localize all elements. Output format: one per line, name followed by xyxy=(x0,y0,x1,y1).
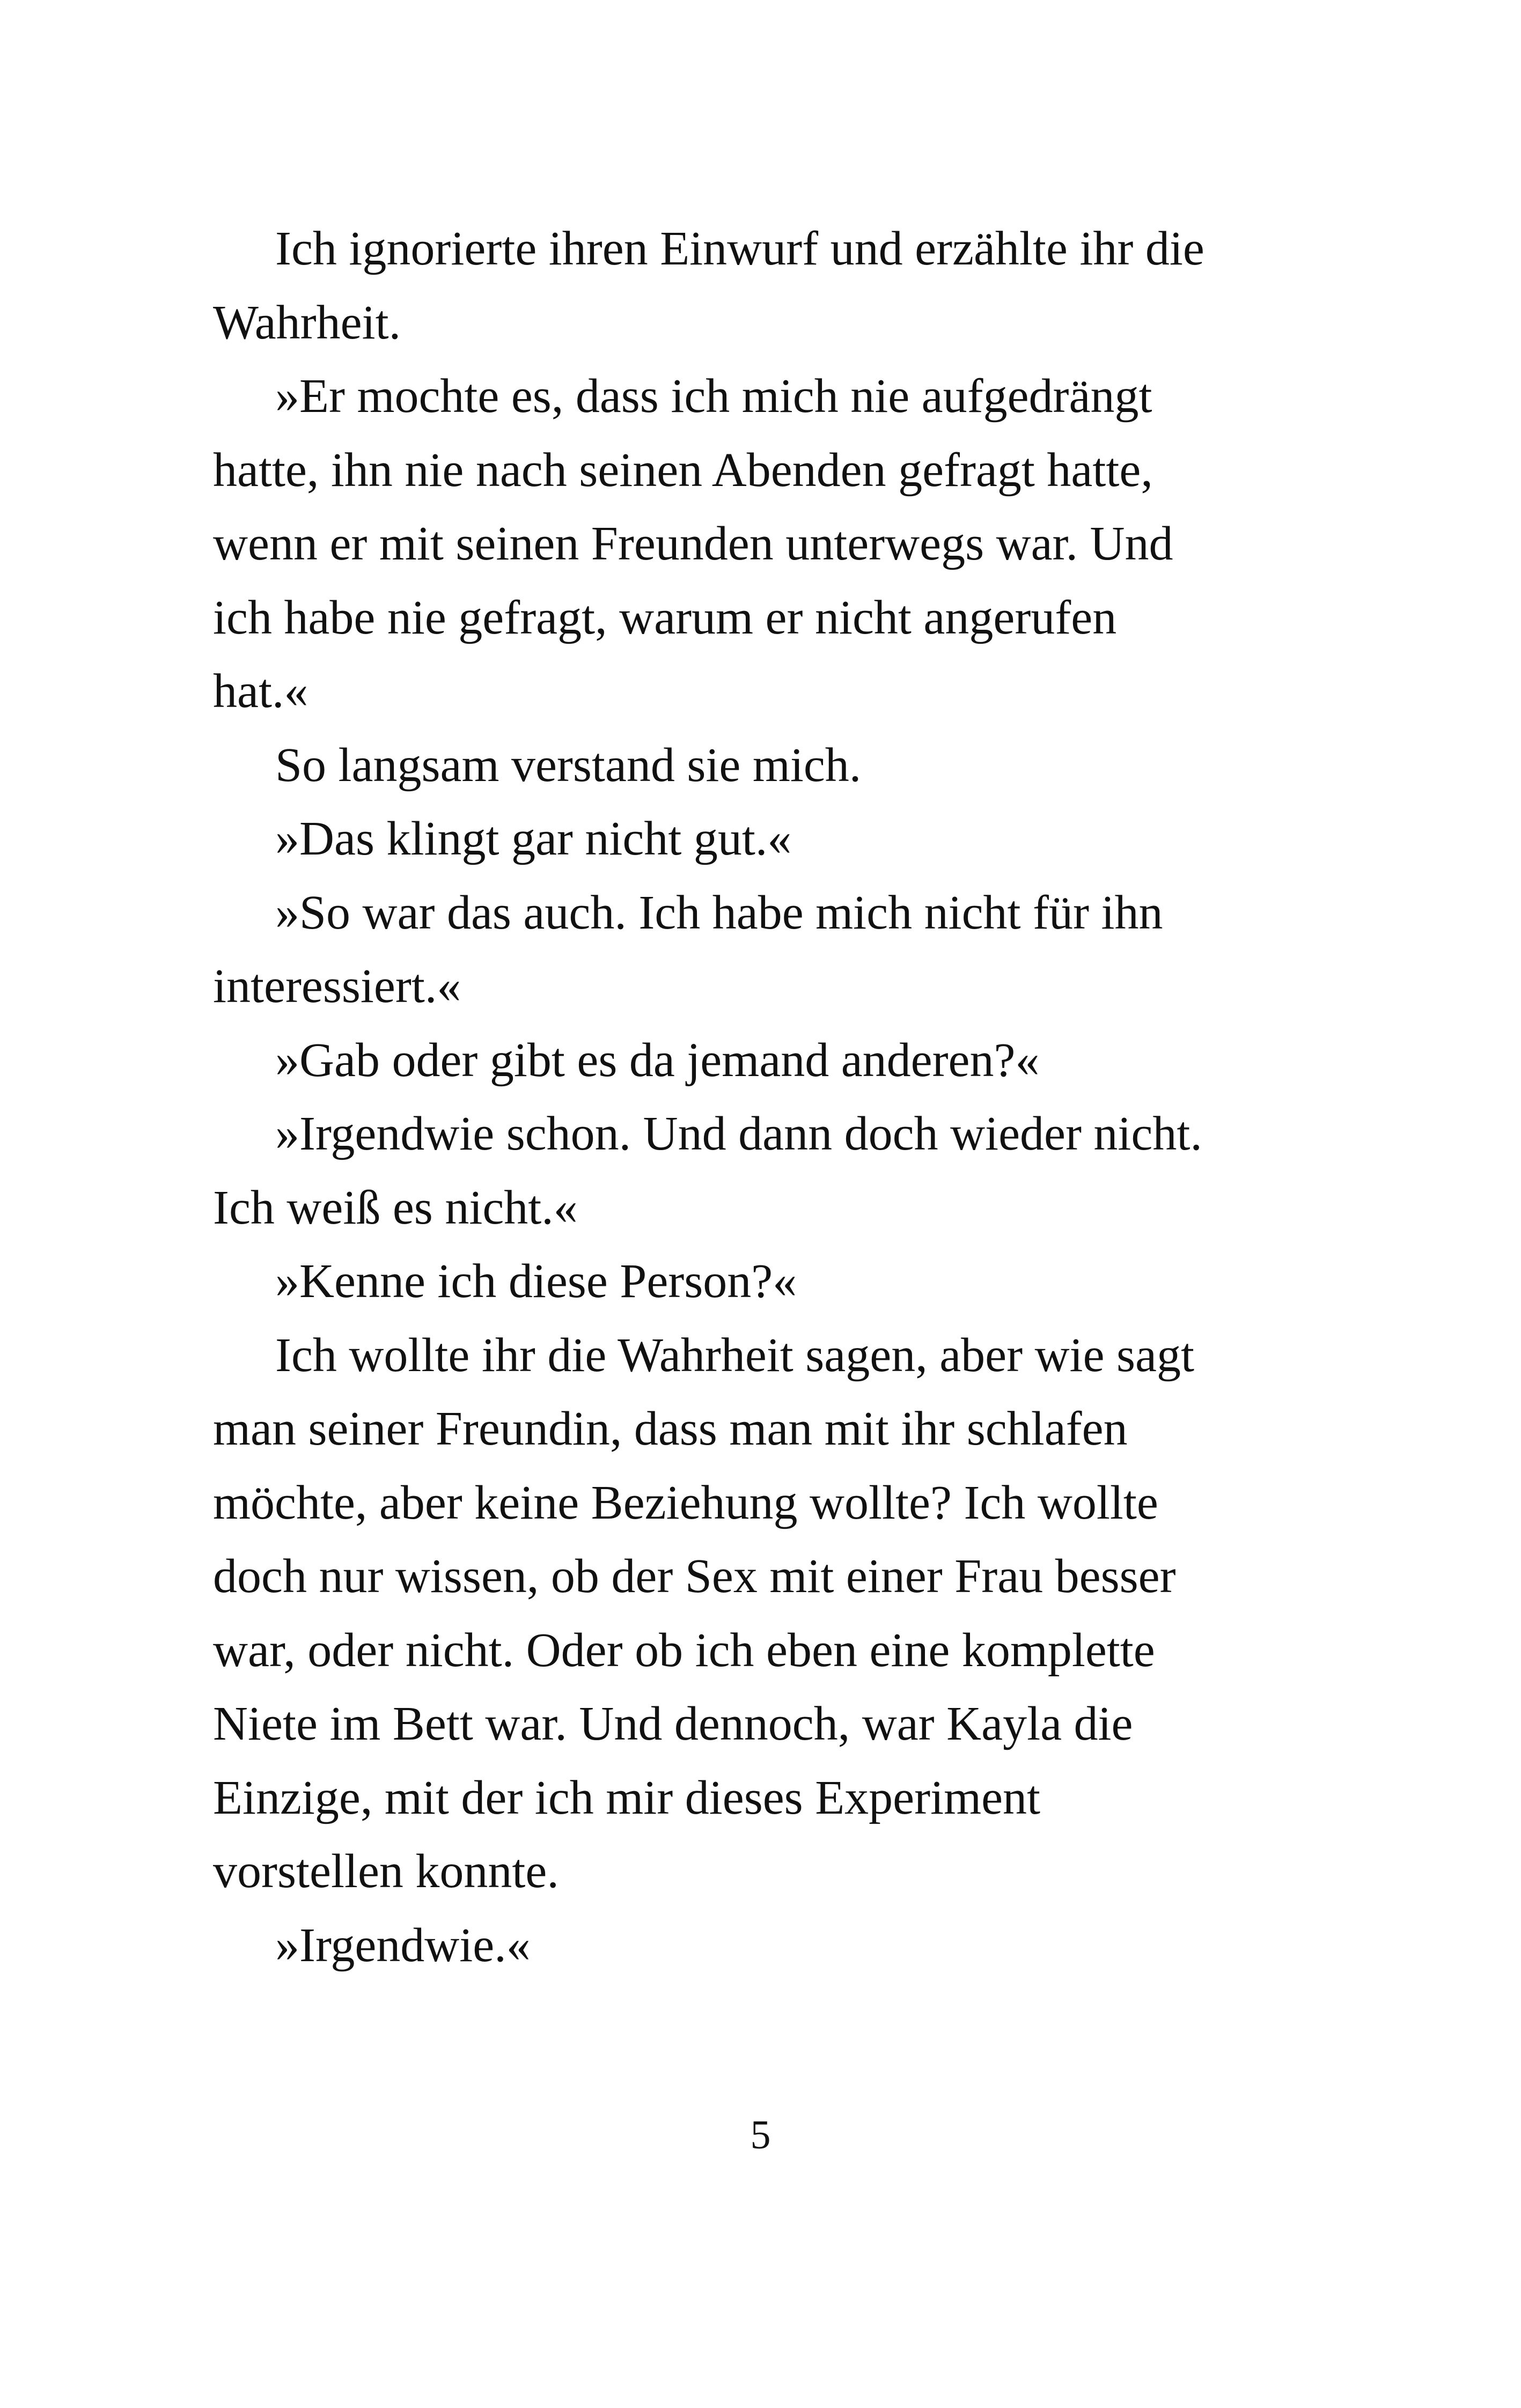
text-line: war, oder nicht. Oder ob ich eben eine komplette xyxy=(213,1623,1155,1677)
text-line: hatte, ihn nie nach seinen Abenden gefragt hatte, xyxy=(213,443,1153,497)
page-number: 5 xyxy=(750,2112,771,2157)
text-line: »So war das auch. Ich habe mich nicht für ihn xyxy=(275,886,1163,939)
text-line: Einzige, mit der ich mir dieses Experiment xyxy=(213,1771,1041,1824)
text-line: So langsam verstand sie mich. xyxy=(275,738,862,792)
text-line: man seiner Freundin, dass man mit ihr schlafen xyxy=(213,1402,1128,1455)
text-line: »Das klingt gar nicht gut.« xyxy=(275,812,792,865)
text-line: ich habe nie gefragt, warum er nicht angerufen xyxy=(213,591,1117,644)
text-line: interessiert.« xyxy=(213,960,461,1013)
text-line: »Irgendwie.« xyxy=(275,1918,531,1972)
text-line: »Kenne ich diese Person?« xyxy=(275,1255,797,1308)
text-line: vorstellen konnte. xyxy=(213,1845,559,1898)
text-line: doch nur wissen, ob der Sex mit einer Frau besser xyxy=(213,1550,1176,1603)
text-line: Niete im Bett war. Und dennoch, war Kayla die xyxy=(213,1697,1133,1750)
text-line: »Er mochte es, dass ich mich nie aufgedrängt xyxy=(275,370,1152,423)
text-line: Ich ignorierte ihren Einwurf und erzählte ihr die xyxy=(275,222,1204,275)
text-line: wenn er mit seinen Freunden unterwegs war. Und xyxy=(213,517,1173,570)
text-line: Ich weiß es nicht.« xyxy=(213,1181,578,1234)
text-line: Ich wollte ihr die Wahrheit sagen, aber wie sagt xyxy=(275,1328,1194,1382)
text-line: »Irgendwie schon. Und dann doch wieder nicht. xyxy=(275,1107,1202,1160)
body-text xyxy=(213,212,1329,1982)
text-line: Wahrheit. xyxy=(213,296,401,349)
text-line: »Gab oder gibt es da jemand anderen?« xyxy=(275,1033,1040,1087)
text-line: hat.« xyxy=(213,665,308,718)
text-line: möchte, aber keine Beziehung wollte? Ich wollte xyxy=(213,1476,1158,1529)
